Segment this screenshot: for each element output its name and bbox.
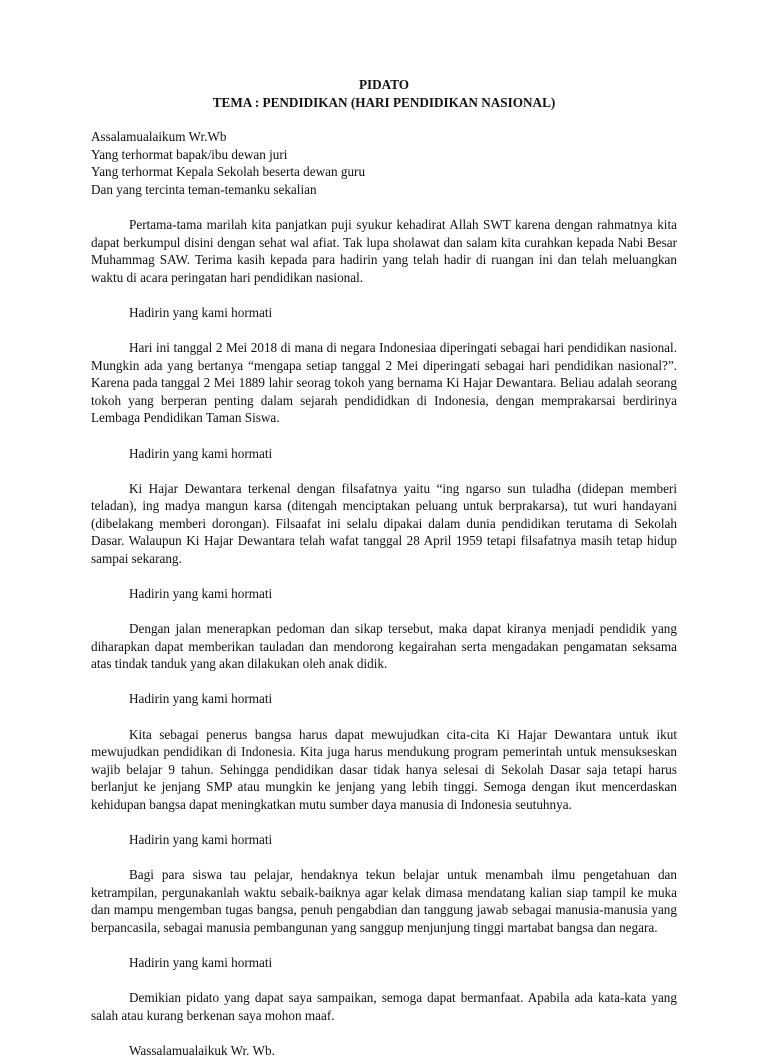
body-paragraph: Demikian pidato yang dapat saya sampaikan, semoga dapat bermanfaat. Apabila ada kata-kata yang salah atau kurang berkenan saya mohon maaf. [91,990,677,1023]
body-paragraph: Ki Hajar Dewantara terkenal dengan filsafatnya yaitu “ing ngarso sun tuladha (didepan memberi teladan), ing madya mangun karsa (ditengah menciptakan peluang untuk berprakarsa), tut wuri handayani (dibelakang memberi dorongan). Filsaafat ini selalu dipakai dalam dunia pendidikan terutama di Sekolah Dasar. Walaupun Ki Hajar Dewantara telah wafat tanggal 28 April 1959 tetapi filsafatnya masih tetap hidup sampai sekarang. [91,480,677,566]
opening-greetings [91,128,677,198]
body-paragraph: Dengan jalan menerapkan pedoman dan sikap tersebut, maka dapat kiranya menjadi pendidik yang diharapkan dapat memberikan tauladan dan mendorong kegairahan serta mengadakan pengamatan seksama atas tindak tanduk yang akan dilakukan oleh anak didik. [91,621,677,672]
body-paragraph: Pertama-tama marilah kita panjatkan puji syukur kehadirat Allah SWT karena dengan rahmatnya kita dapat berkumpul disini dengan sehat wal afiat. Tak lupa sholawat dan salam kita curahkan kepada Nabi Besar Muhammag SAW. Terima kasih kepada para hadirin yang telah hadir di ruangan ini dan telah meluangkan waktu di acara peringatan hari pendidikan nasional. [91,217,677,285]
document-subtitle: TEMA : PENDIDIKAN (HARI PENDIDIKAN NASIONAL) [212,94,556,110]
greeting-line: Assalamualaikum Wr.Wb [91,129,227,145]
speech-document [91,76,677,1059]
greeting-line: Dan yang tercinta teman-temanku sekalian [91,181,317,197]
address-line: Hadirin yang kami hormati [129,954,273,970]
document-title: PIDATO [358,77,410,92]
body-paragraph: Hari ini tanggal 2 Mei 2018 di mana di negara Indonesiaa diperingati sebagai hari pendidikan nasional. Mungkin ada yang bertanya “mengapa setiap tanggal 2 Mei diperingati sebagai hari pendidikan nasional?”. Karena pada tanggal 2 Mei 1889 lahir seorag tokoh yang bernama Ki Hajar Dewantara. Beliau adalah seorang tokoh yang berperan penting dalam sejarah pendididkan di Indonesia, dengan memprakarsai berdirinya Lembaga Pendidikan Taman Siswa. [91,340,677,426]
address-line: Hadirin yang kami hormati [129,691,273,707]
greeting-line: Yang terhormat bapak/ibu dewan juri [91,146,288,162]
address-line: Hadirin yang kami hormati [129,445,273,461]
address-line: Hadirin yang kami hormati [129,832,273,847]
address-line: Hadirin yang kami hormati [129,304,273,320]
body-paragraph: Bagi para siswa tau pelajar, hendaknya tekun belajar untuk menambah ilmu pengetahuan dan ketrampilan, pergunakanlah waktu sebaik-baiknya agar kelak dimasa mendatang kalian siap tampil ke muka dan mampu mengemban tugas bangsa, penuh pengabdian dan tanggung jawab sebagai manusia-manusia yang berpancasila, sebagai manusia pembangunan yang sanggup menjunjung tinggi martabat bangsa dan negara. [91,867,677,935]
closing-line: Wassalamualaikuk Wr. Wb. [129,1042,275,1058]
greeting-line: Yang terhormat Kepala Sekolah beserta dewan guru [91,164,366,180]
address-line: Hadirin yang kami hormati [129,586,273,602]
body-paragraph: Kita sebagai penerus bangsa harus dapat mewujudkan cita-cita Ki Hajar Dewantara untuk ikut mewujudkan pendidikan di Indonesia. Kita juga harus mendukung program pemerintah untuk mensukseskan wajib belajar 9 tahun. Sehingga pendidikan dasar tidak hanya selesai di Sekolah Dasar saja tetapi harus berlanjut ke jenjang SMP atau mungkin ke jenjang yang lebih tinggi. Semoga dengan ikut mencerdaskan kehidupan bangsa dapat meningkatkan mutu sumber daya manusia di Indonesia seutuhnya. [91,726,677,812]
